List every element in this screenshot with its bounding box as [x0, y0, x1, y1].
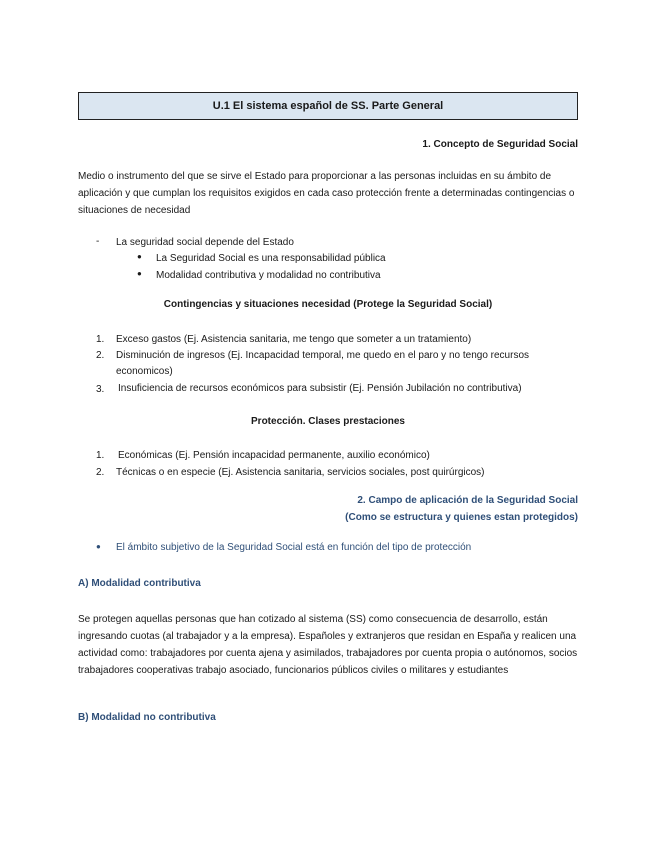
bullet-marker: ●	[96, 542, 101, 551]
contingencies-heading: Contingencias y situaciones necesidad (Protege la Seguridad Social)	[163, 299, 493, 310]
list-item: Económicas (Ej. Pensión incapacidad permanente, auxilio económico)	[118, 450, 430, 461]
list-item: Modalidad contributiva y modalidad no contributiva	[156, 270, 381, 281]
section2-subheading: (Como se estructura y quienes estan protegidos)	[345, 512, 578, 523]
protection-heading: Protección. Clases prestaciones	[251, 416, 405, 427]
list-number: 1.	[96, 450, 105, 461]
modality-b-heading: B) Modalidad no contributiva	[78, 712, 216, 723]
list-item: El ámbito subjetivo de la Seguridad Social está en función del tipo de protección	[116, 542, 472, 553]
page-title: U.1 El sistema español de SS. Parte General	[212, 100, 444, 112]
definition-paragraph: Medio o instrumento del que se sirve el Estado para proporcionar a las personas incluidas en su ámbito de aplicación y que cumplan los requisitos exigidos en cada caso protección frente a determinadas contingencias o situaciones de necesidad	[78, 171, 575, 216]
dash-marker: -	[96, 236, 100, 247]
list-number: 3.	[96, 384, 105, 395]
title-box	[78, 92, 578, 120]
list-item: La seguridad social depende del Estado	[116, 237, 294, 248]
bullet-marker: ●	[137, 269, 142, 278]
section2-heading: 2. Campo de aplicación de la Seguridad Social	[357, 495, 578, 506]
list-number: 2.	[96, 350, 105, 361]
list-item: Insuficiencia de recursos económicos para subsistir (Ej. Pensión Jubilación no contributiva)	[118, 383, 522, 394]
bullet-marker: ●	[137, 252, 142, 261]
list-item: Disminución de ingresos (Ej. Incapacidad temporal, me quedo en el paro y no tengo recursos economicos)	[116, 350, 530, 377]
list-number: 1.	[96, 334, 105, 345]
list-item: Técnicas o en especie (Ej. Asistencia sanitaria, servicios sociales, post quirúrgicos)	[116, 467, 485, 478]
modality-a-heading: A) Modalidad contributiva	[78, 578, 201, 589]
list-item: Exceso gastos (Ej. Asistencia sanitaria, me tengo que someter a un tratamiento)	[116, 334, 472, 345]
list-number: 2.	[96, 467, 105, 478]
section1-heading: 1. Concepto de Seguridad Social	[422, 139, 578, 150]
modality-a-paragraph: Se protegen aquellas personas que han cotizado al sistema (SS) como consecuencia de desarrollo, están ingresando cuotas (al trabajador y a la empresa). Españoles y extranjeros que residan en España y realicen una actividad como: trabajadores por cuenta ajena y asimilados, trabajadores por cuenta propia o autónomos, socios trabajadores cooperativas trabajo asociado, funcionarios públicos civiles o militares y estudiantes	[78, 614, 578, 676]
list-item: La Seguridad Social es una responsabilidad pública	[156, 253, 386, 264]
